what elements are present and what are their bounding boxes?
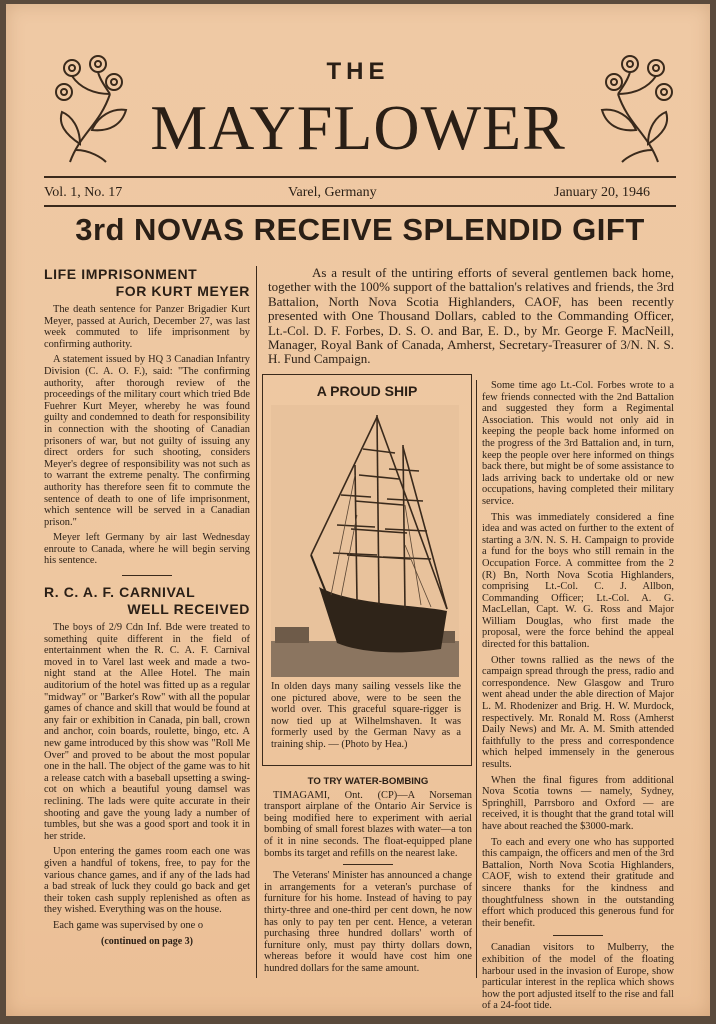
headline-line: WELL RECEIVED — [127, 601, 250, 618]
volume-number: Vol. 1, No. 17 — [44, 185, 123, 200]
paragraph: The boys of 2/9 Cdn Inf. Bde were treated to something quite different in the field of entertainment when the R. C. A. F. Carnival moved in to Varel last week and made a two-night stand at the Allee Hotel. The main auditorium of the hotel was fitted up as a regular "midway" or "Barker's Row" with all the popular games of chance and skill that would be found at any fair or exhibition in Canada, pin ball, crown and anchor, coin boards, roulette, bingo, etc. A new game introduced by this show was "Roll Me Over" and proved to be about the most popular one in the hall. The object of the game was to hit a release catch with a baseball upsetting a swing-cot on which a beautiful young damsel was reclining. The lads were quite accurate in their shooting and gave the young lady a number of tumbles, but she was a good sport and took it in her stride. — [44, 622, 250, 842]
photo-caption: In olden days many sailing vessels like the one pictured above, were to be seen the world over. This graceful square-rigger is now tied up at Wilhelmshaven. It was formerly used by the German Navy as a training ship. — (Photo by Hea.) — [271, 681, 461, 750]
paragraph: Meyer left Germany by air last Wednesday enroute to Canada, where he will begin serving his sentence. — [44, 532, 250, 567]
right-column — [482, 380, 674, 1016]
column-rule — [476, 380, 477, 978]
continued-note: (continued on page 3) — [101, 935, 193, 947]
story-headline-carnival — [44, 584, 250, 618]
paragraph: A statement issued by HQ 3 Canadian Infantry Division (C. A. O. F.), said: "The confirming authority, after thorough review of the proceedings of the military court which tried Bde Fuehrer Kurt Meyer, whereby he was found guilty and condemned to death for responsibility in connection with the shooting of Canadian prisoners of war, but not guilty of issuing any direct orders for such shooting, considers Meyer's degree of responsibility was not such as to warrant the extreme penalty. The confirming authority has therefore seen fit to commute the sentence of death to one of life imprisonment, which sentence will be served in a Canadian prison." — [44, 354, 250, 528]
paragraph: The Veterans' Minister has announced a change in arrangements for a veteran's purchase of furniture for his home. Instead of having to pay thirty-three and one-third per cent down, he now has only to pay ten per cent. Hence, a veteran purchasing three hundred dollars' worth of furniture only, must pay thirty dollars down, whereas before it would have cost him one hundred dollars for the same amount. — [264, 870, 472, 974]
newspaper-page — [6, 4, 710, 1016]
dateline-place: Varel, Germany — [288, 185, 377, 200]
main-headline: 3rd NOVAS RECEIVE SPLENDID GIFT — [75, 212, 645, 247]
left-column — [44, 266, 250, 947]
paragraph: To each and every one who has supported this campaign, the officers and men of the 3rd Battalion, North Nova Scotia Highlanders, CAOF, wish to extend their gratitude and sincere thanks for the kindness and thoughtfulness shown in the outstanding effort which produced this generous fund for their benefit. — [482, 836, 674, 929]
paragraph: Each game was supervised by one o — [53, 919, 204, 931]
top-rule — [44, 176, 676, 178]
story-divider — [122, 575, 172, 576]
dateline-date: January 20, 1946 — [554, 185, 651, 200]
paragraph: When the final figures from additional Nova Scotia towns — namely, Sydney, Springhill, Parrsboro and Oxford — are received, it is thought that the grand total will have about reached the $3000-mark. — [482, 774, 674, 832]
photo-title: A PROUD SHIP — [316, 383, 418, 399]
subheading-water-bombing: TO TRY WATER-BOMBING — [307, 776, 429, 787]
masthead-the: THE — [326, 58, 390, 85]
paragraph: TIMAGAMI, Ont. (CP)—A Norseman transport airplane of the Ontario Air Service is being modified here to experiment with aerial bombing of small forest blazes with water—a ton of it in nine seconds. The float-equipped plane bombs its target and refills on the nearest lake. — [264, 789, 472, 859]
paragraph: This was immediately considered a fine idea and was acted on further to the extent of starting a 3/N. N. S. H. Campaign to provide a fund for the boys who still remain in the Occupation Force. A committee from the 2 (R) Bn, North Nova Scotia Highlanders, comprising Lt.-Col. C. J. Allbon, Commanding Officer; Lt.-Col. A. G. MacLellan, Capt. W. G. Ross and Major William Douglas, who first made the proposal, were the force behind the appeal directed for this battalion. — [482, 511, 674, 651]
middle-column — [264, 776, 472, 979]
sailing-ship-photo — [271, 405, 459, 677]
headline-line: LIFE IMPRISONMENT — [44, 266, 198, 282]
paragraph: As a result of the untiring efforts of several gentlemen back home, together with the 100% support of the battalion's relatives and friends, the 3rd Battalion, North Nova Scotia Highlanders, CAOF, has been recently presented with One Thousand Dollars, cabled to the Commanding Officer, Lt.-Col. D. F. Forbes, D. S. O. and Bar, E. D., by Mr. George F. MacNeill, Manager, Royal Bank of Canada, Amherst, Secretary-Treasurer of 3/N. N. S. H. Fund Campaign. — [268, 265, 674, 367]
story-headline-meyer — [44, 266, 250, 300]
paragraph: Other towns rallied as the news of the campaign spread through the press, radio and correspondence. New Glasgow and Truro went ahead under the able direction of Major L. M. Rhodenizer and Brig. H. W. Murdock, respectively. Mr. Ronald M. Ross (Amherst Daily News) and Mr. A. M. Smith attended faithfully to the press and correspondence which helped immensely in the generous results. — [482, 654, 674, 770]
column-rule — [256, 266, 257, 978]
paragraph: Upon entering the games room each one was given a handful of tokens, free, to pay for the various chance games, and if any of the lads had a bad streak of luck they could go back and get their token cash supply replenished as often as they wished. Everything was on the house. — [44, 846, 250, 916]
headline-line: R. C. A. F. CARNIVAL — [44, 584, 196, 601]
paragraph: Canadian visitors to Mulberry, the exhibition of the model of the floating harbour used in the invasion of Europe, show particular interest in the replica which shows how the port adjusted itself to the rise and fall of a 24-foot tide. — [482, 942, 674, 1012]
masthead-title: MAYFLOWER — [150, 92, 566, 163]
headline-line: FOR KURT MEYER — [115, 283, 250, 299]
story-divider — [343, 864, 393, 865]
dateline-rule — [44, 205, 676, 207]
paragraph: The death sentence for Panzer Brigadier Kurt Meyer, passed at Aurich, December 27, was last week commuted to life imprisonment by confirming authority. — [44, 304, 250, 350]
story-divider — [553, 935, 603, 936]
paragraph: Some time ago Lt.-Col. Forbes wrote to a few friends connected with the 2nd Battalion and suggested they form a Regimental Association. This would not only aid in keeping the people back home informed on the progress of the 3rd Battalion and, in turn, keep the people over here informed on things back there, but might be of some assistance to lads arriving back to undertake old or new occupations, having completed their military service. — [482, 380, 674, 507]
lead-paragraph — [268, 266, 674, 367]
photo-box — [262, 374, 472, 766]
